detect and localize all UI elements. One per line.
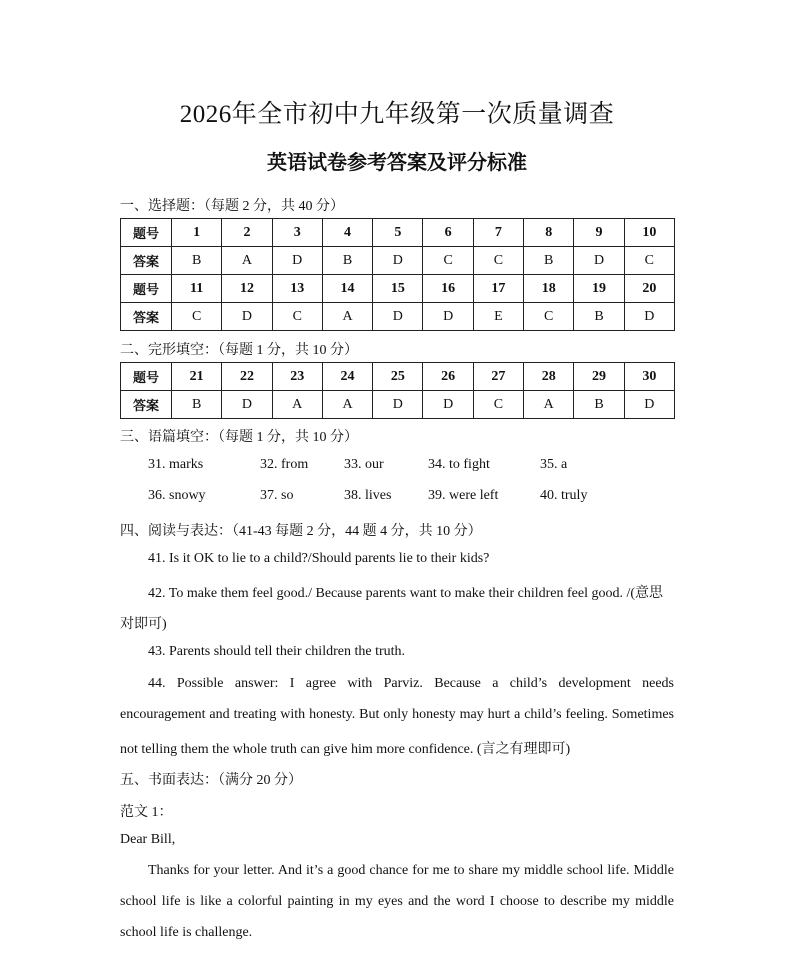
question-number: 16: [423, 275, 473, 303]
question-number: 14: [322, 275, 372, 303]
row-label: 题号: [121, 275, 172, 303]
question-number: 30: [624, 363, 674, 391]
section3-heading: 三、语篇填空：（每题 1 分，共 10 分）: [120, 430, 358, 445]
section2-table: [120, 362, 675, 419]
question-number: 10: [624, 219, 674, 247]
cloze-answer: 38. lives: [344, 488, 392, 503]
question-number: 7: [473, 219, 523, 247]
answer-cell: D: [272, 247, 322, 275]
question-number: 8: [524, 219, 574, 247]
question-number: 20: [624, 275, 674, 303]
answer-cell: B: [172, 247, 222, 275]
answer-44-cont: not telling them the whole truth can give him more confidence. (言之有理即可): [120, 742, 571, 757]
answer-cell: D: [423, 303, 473, 331]
answer-cell: D: [222, 391, 272, 419]
section1-heading: 一、选择题：（每题 2 分，共 40 分）: [120, 199, 344, 214]
answer-cell: D: [373, 391, 423, 419]
question-number: 26: [423, 363, 473, 391]
row-label: 答案: [121, 247, 172, 275]
answer-cell: A: [272, 391, 322, 419]
question-number: 15: [373, 275, 423, 303]
question-number: 4: [322, 219, 372, 247]
question-number: 28: [524, 363, 574, 391]
answer-cell: C: [473, 391, 523, 419]
question-number: 9: [574, 219, 624, 247]
question-number: 23: [272, 363, 322, 391]
answer-cell: C: [473, 247, 523, 275]
answer-cell: A: [222, 247, 272, 275]
section5-heading: 五、书面表达：（满分 20 分）: [120, 773, 302, 788]
answer-cell: B: [574, 303, 624, 331]
answer-cell: D: [624, 303, 674, 331]
answer-44-cont: encouragement and treating with honesty. But only honesty may hurt a child’s feeling. Sometimes: [120, 707, 674, 722]
question-number: 22: [222, 363, 272, 391]
answer-cell: D: [373, 247, 423, 275]
table-row: [121, 391, 675, 419]
answer-cell: C: [524, 303, 574, 331]
table-row: [121, 275, 675, 303]
question-number: 18: [524, 275, 574, 303]
cloze-answer: 36. snowy: [148, 488, 206, 503]
letter-greeting: Dear Bill,: [120, 832, 176, 847]
row-label: 答案: [121, 303, 172, 331]
answer-42-cont: 对即可): [120, 617, 167, 632]
answer-cell: D: [423, 391, 473, 419]
answer-cell: E: [473, 303, 523, 331]
answer-cell: A: [322, 391, 372, 419]
sample-label: 范文 1：: [120, 805, 173, 820]
cloze-answer: 33. our: [344, 457, 384, 472]
answer-41: 41. Is it OK to lie to a child?/Should parents lie to their kids?: [148, 551, 490, 566]
row-label: 答案: [121, 391, 172, 419]
letter-body: school life is challenge.: [120, 925, 253, 940]
answer-cell: C: [423, 247, 473, 275]
answer-cell: D: [222, 303, 272, 331]
page-title: 2026年全市初中九年级第一次质量调查: [179, 101, 615, 128]
cloze-answer: 39. were left: [428, 488, 499, 503]
answer-44: 44. Possible answer: I agree with Parviz. Because a child’s development needs: [148, 676, 674, 691]
question-number: 27: [473, 363, 523, 391]
answer-cell: B: [322, 247, 372, 275]
table-row: [121, 303, 675, 331]
letter-body: school life is like a colorful painting in my eyes and the word I choose to describe my middle: [120, 894, 674, 909]
cloze-answer: 34. to fight: [428, 457, 490, 472]
answer-cell: B: [574, 391, 624, 419]
answer-cell: B: [172, 391, 222, 419]
question-number: 12: [222, 275, 272, 303]
question-number: 24: [322, 363, 372, 391]
question-number: 5: [373, 219, 423, 247]
question-number: 6: [423, 219, 473, 247]
row-label: 题号: [121, 363, 172, 391]
question-number: 25: [373, 363, 423, 391]
answer-43: 43. Parents should tell their children the truth.: [148, 644, 406, 659]
cloze-answer: 40. truly: [540, 488, 588, 503]
answer-cell: A: [524, 391, 574, 419]
question-number: 2: [222, 219, 272, 247]
question-number: 13: [272, 275, 322, 303]
answer-cell: D: [373, 303, 423, 331]
section2-heading: 二、完形填空：（每题 1 分，共 10 分）: [120, 343, 358, 358]
answer-cell: C: [172, 303, 222, 331]
answer-42: 42. To make them feel good./ Because parents want to make their children feel good. /(意思: [148, 586, 664, 601]
cloze-answer: 37. so: [260, 488, 294, 503]
question-number: 17: [473, 275, 523, 303]
section4-heading: 四、阅读与表达：（41-43 每题 2 分，44 题 4 分，共 10 分）: [120, 524, 482, 539]
question-number: 21: [172, 363, 222, 391]
question-number: 1: [172, 219, 222, 247]
answer-cell: B: [524, 247, 574, 275]
letter-body: Thanks for your letter. And it’s a good chance for me to share my middle school life. Middle: [148, 863, 674, 878]
question-number: 19: [574, 275, 624, 303]
answer-cell: D: [574, 247, 624, 275]
question-number: 3: [272, 219, 322, 247]
table-row: [121, 247, 675, 275]
cloze-answer: 32. from: [260, 457, 309, 472]
section1-table: [120, 218, 675, 331]
row-label: 题号: [121, 219, 172, 247]
cloze-answer: 35. a: [540, 457, 568, 472]
question-number: 11: [172, 275, 222, 303]
answer-cell: C: [272, 303, 322, 331]
cloze-answer: 31. marks: [148, 457, 204, 472]
table-row: [121, 219, 675, 247]
answer-cell: A: [322, 303, 372, 331]
page-subtitle: 英语试卷参考答案及评分标准: [267, 150, 527, 174]
answer-cell: C: [624, 247, 674, 275]
question-number: 29: [574, 363, 624, 391]
table-row: [121, 363, 675, 391]
answer-cell: D: [624, 391, 674, 419]
